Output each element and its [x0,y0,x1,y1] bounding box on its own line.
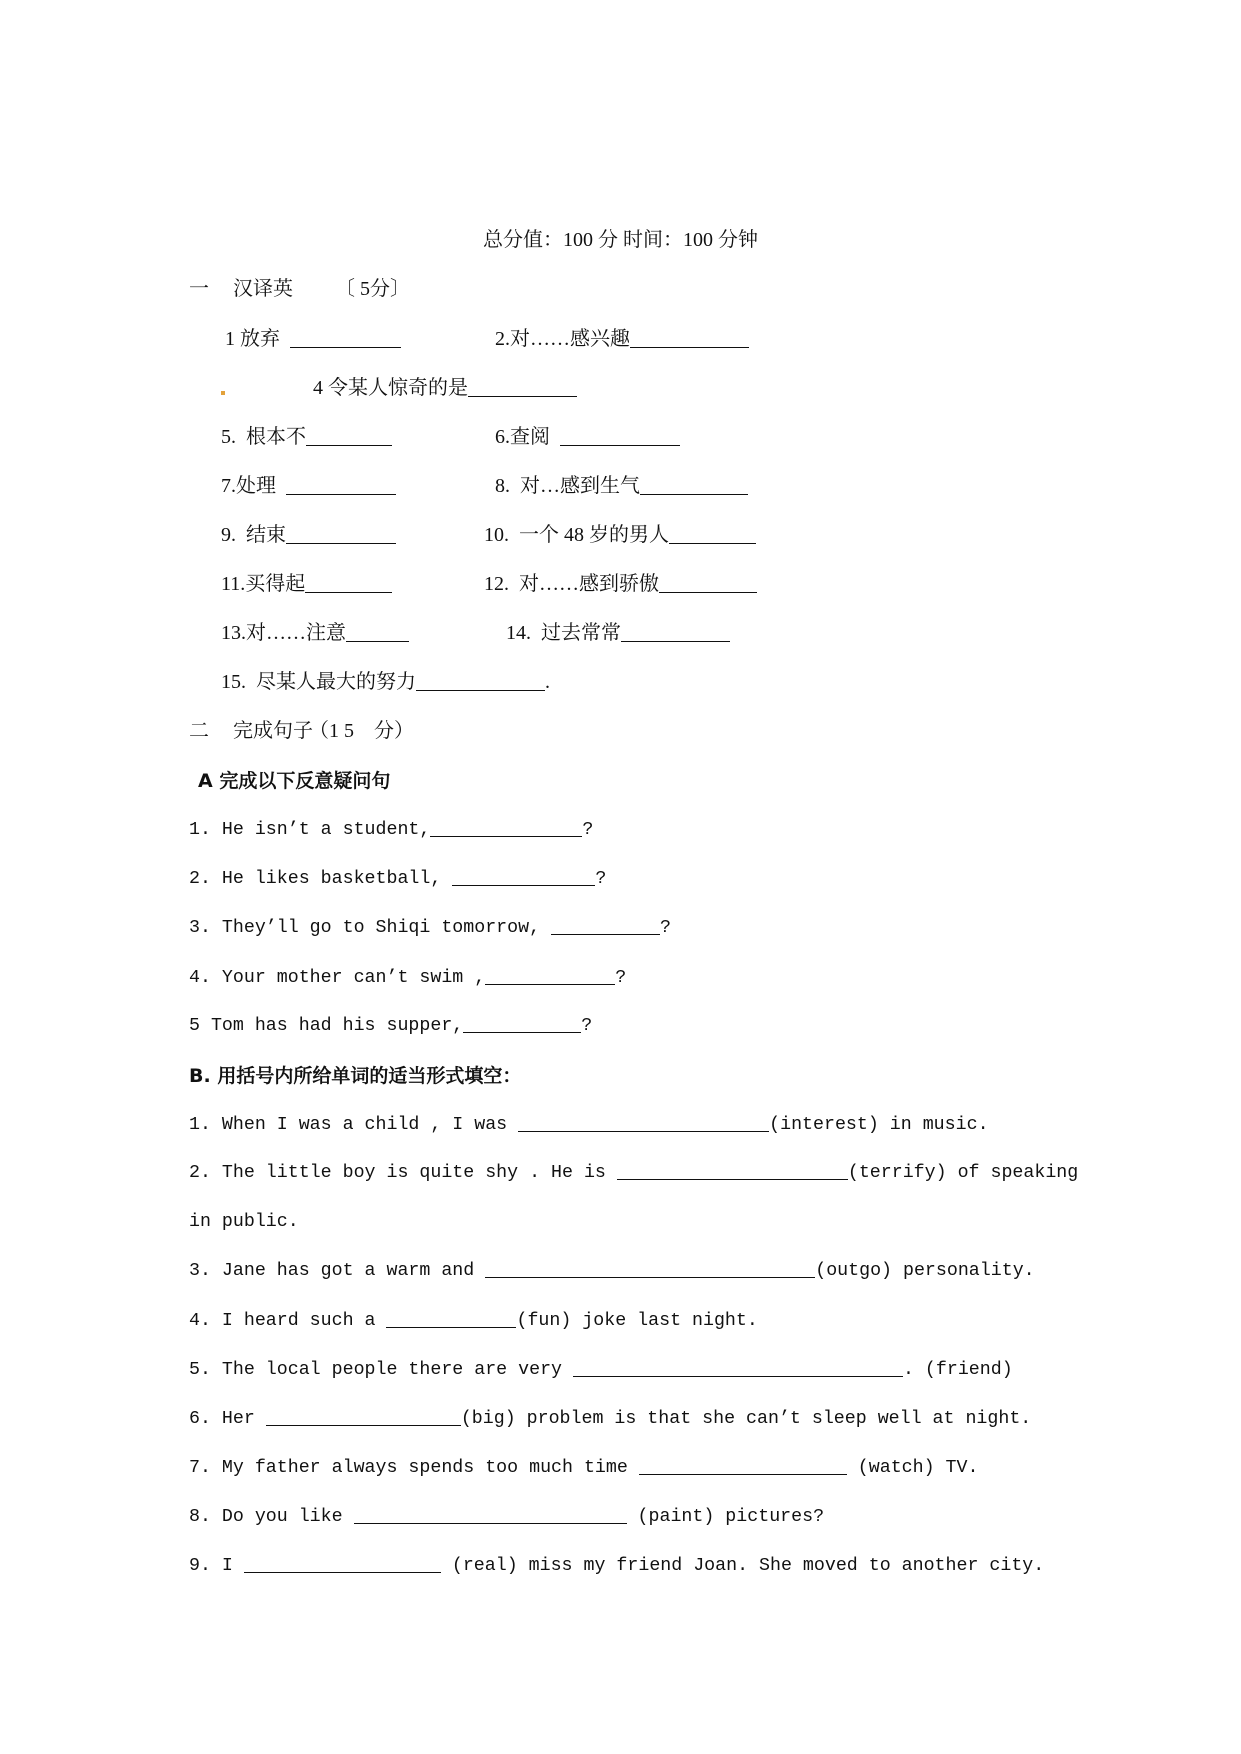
vocab-item [495,327,749,351]
sentence-after: (outgo) personality. [815,1261,1035,1281]
sentence-before: The local people there are very [221,1360,563,1380]
vocab-label: 6.查阅 [495,426,550,448]
section-b-title: B. 用括号内所给单词的适当形式填空： [189,1065,522,1087]
vocab-item [225,327,401,351]
item-number: 3. [189,918,211,938]
answer-blank [354,1505,627,1524]
word-form-item [189,1358,1013,1382]
answer-blank [518,1113,769,1132]
question-text: Your mother can’t swim , [221,968,486,988]
sentence-before: When I was a child , I was [221,1115,508,1135]
sentence-before: My father always spends too much time [221,1458,628,1478]
answer-blank [416,672,545,691]
vocab-item [484,572,757,596]
vocab-label: 11.买得起 [221,573,306,595]
answer-blank [463,1014,581,1033]
part2-title: 完成句子 [233,720,313,742]
part2-points: （1 5 分） [309,720,414,742]
part1-title: 汉译英 [233,278,293,300]
vocab-item [495,425,680,449]
answer-blank [286,476,396,495]
vocab-label: 2.对……感兴趣 [495,328,630,350]
vocab-item [484,523,756,547]
vocab-item [495,474,748,498]
answer-blank [617,1161,848,1180]
answer-blank [640,476,748,495]
sentence-after: (terrify) of speaking [847,1163,1079,1183]
item-number: 9. [189,1556,211,1576]
vocab-label: 14. 过去常常 [506,622,621,644]
word-form-item [189,1456,978,1480]
question-end: ? [582,820,594,840]
word-form-item [189,1554,1044,1578]
vocab-item [221,670,550,694]
answer-blank [346,623,409,642]
question-text: He likes basketball, [221,869,442,889]
vocab-label: 12. 对……感到骄傲 [484,573,659,595]
sentence-before: The little boy is quite shy . He is [221,1163,606,1183]
sentence-after: (big) problem is that she can’t sleep well at night. [460,1409,1032,1429]
question-end: ? [660,918,672,938]
tag-question-item [189,818,593,842]
sentence-before: Her [221,1409,255,1429]
part1-number: 一 [189,278,209,300]
question-text: They’ll go to Shiqi tomorrow, [221,918,541,938]
vocab-suffix: . [545,671,550,693]
item-number: 2. [189,869,211,889]
sentence-after: . (friend) [902,1360,1013,1380]
vocab-item [221,523,396,547]
vocab-item [506,621,730,645]
word-form-item [189,1161,1078,1185]
vocab-label: 9. 结束 [221,524,286,546]
item-number: 8. [189,1507,211,1527]
answer-blank [560,427,680,446]
part2-number: 二 [189,720,209,742]
item-number: 3. [189,1261,211,1281]
answer-blank [266,1407,461,1426]
question-end: ? [581,1016,593,1036]
part1-points: 〔 5分〕 [335,278,410,300]
sentence-after: (interest) in music. [769,1115,989,1135]
answer-blank [485,1259,815,1278]
section-a-title: A 完成以下反意疑问句 [198,770,391,792]
answer-blank [573,1358,903,1377]
sentence-after: (fun) joke last night. [516,1311,758,1331]
sentence-continuation: in public. [189,1212,299,1232]
vocab-item [221,621,409,645]
vocab-item [221,572,392,596]
answer-blank [639,1456,847,1475]
item-number: 4. [189,1311,211,1331]
sentence-after: (paint) pictures? [637,1507,825,1527]
answer-blank [669,525,756,544]
word-form-item [189,1407,1031,1431]
answer-blank [430,818,582,837]
answer-blank [290,329,401,348]
tag-question-item [189,966,626,990]
answer-blank [659,574,757,593]
question-text: Tom has had his supper, [210,1016,464,1036]
item-number: 6. [189,1409,211,1429]
vocab-label: 15. 尽某人最大的努力 [221,671,416,693]
question-end: ? [615,968,627,988]
answer-blank [551,916,660,935]
sentence-before: I [221,1556,233,1576]
item-number: 4. [189,968,211,988]
item-number: 5 [189,1016,200,1036]
sentence-after: (watch) TV. [857,1458,979,1478]
answer-blank [286,525,396,544]
vocab-item [221,425,392,449]
tag-question-item [189,1014,592,1038]
tag-question-item [189,916,671,940]
vocab-label: 10. 一个 48 岁的男人 [484,524,669,546]
answer-blank [452,867,595,886]
word-form-item [189,1309,758,1333]
sentence-before: I heard such a [221,1311,376,1331]
vocab-item [313,376,577,400]
bullet-marker [221,391,225,395]
answer-blank [468,378,577,397]
exam-score-time: 总分值：100 分 时间：100 分钟 [483,229,758,251]
tag-question-item [189,867,606,891]
item-number: 2. [189,1163,211,1183]
answer-blank [630,329,749,348]
vocab-label: 8. 对…感到生气 [495,475,640,497]
sentence-before: Do you like [221,1507,343,1527]
word-form-item [189,1259,1035,1283]
item-number: 1. [189,820,211,840]
answer-blank [485,966,615,985]
answer-blank [305,574,392,593]
answer-blank [621,623,730,642]
vocab-label: 7.处理 [221,475,276,497]
sentence-after: (real) miss my friend Joan. She moved to another city. [451,1556,1045,1576]
answer-blank [386,1309,516,1328]
vocab-label: 13.对……注意 [221,622,346,644]
word-form-item [189,1113,989,1137]
answer-blank [244,1554,441,1573]
vocab-label: 4 令某人惊奇的是 [313,377,468,399]
vocab-label: 5. 根本不 [221,426,306,448]
word-form-item [189,1505,824,1529]
vocab-label: 1 放弃 [225,328,280,350]
item-number: 1. [189,1115,211,1135]
item-number: 7. [189,1458,211,1478]
question-text: He isn’t a student, [221,820,431,840]
question-end: ? [595,869,607,889]
item-number: 5. [189,1360,211,1380]
answer-blank [306,427,392,446]
vocab-item [221,474,396,498]
sentence-before: Jane has got a warm and [221,1261,475,1281]
